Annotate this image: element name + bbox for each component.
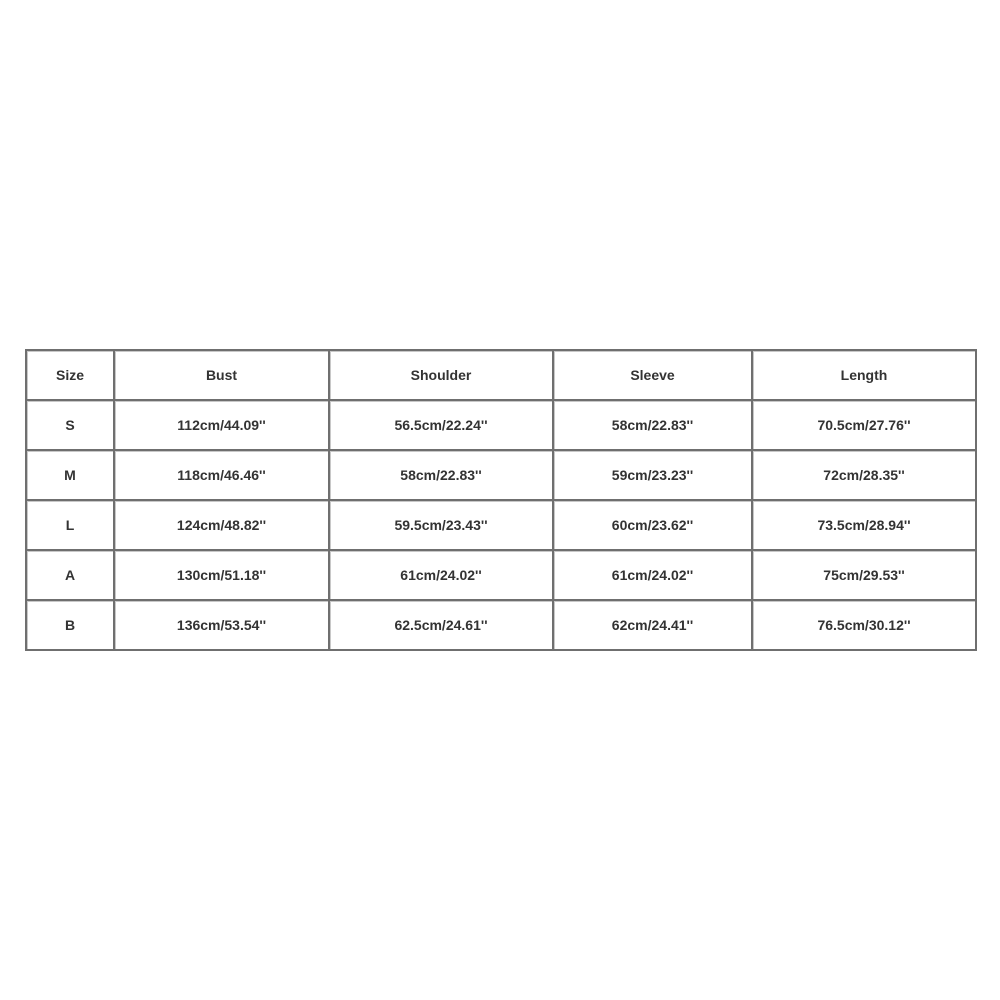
cell-length: 76.5cm/30.12'' — [752, 600, 976, 650]
cell-sleeve: 60cm/23.62'' — [553, 500, 752, 550]
table-row — [26, 550, 976, 600]
table-header-row — [26, 350, 976, 400]
table-row — [26, 450, 976, 500]
cell-sleeve: 61cm/24.02'' — [553, 550, 752, 600]
cell-shoulder: 59.5cm/23.43'' — [329, 500, 553, 550]
cell-sleeve: 59cm/23.23'' — [553, 450, 752, 500]
cell-bust: 112cm/44.09'' — [114, 400, 329, 450]
table-row — [26, 500, 976, 550]
cell-size: S — [26, 400, 114, 450]
cell-bust: 118cm/46.46'' — [114, 450, 329, 500]
cell-shoulder: 62.5cm/24.61'' — [329, 600, 553, 650]
cell-shoulder: 56.5cm/22.24'' — [329, 400, 553, 450]
cell-length: 72cm/28.35'' — [752, 450, 976, 500]
cell-shoulder: 58cm/22.83'' — [329, 450, 553, 500]
cell-bust: 130cm/51.18'' — [114, 550, 329, 600]
header-size: Size — [26, 350, 114, 400]
header-sleeve: Sleeve — [553, 350, 752, 400]
cell-shoulder: 61cm/24.02'' — [329, 550, 553, 600]
cell-length: 73.5cm/28.94'' — [752, 500, 976, 550]
cell-size: A — [26, 550, 114, 600]
cell-length: 75cm/29.53'' — [752, 550, 976, 600]
size-chart-table — [25, 349, 977, 651]
cell-size: L — [26, 500, 114, 550]
table-row — [26, 400, 976, 450]
table-row — [26, 600, 976, 650]
header-shoulder: Shoulder — [329, 350, 553, 400]
header-length: Length — [752, 350, 976, 400]
cell-sleeve: 58cm/22.83'' — [553, 400, 752, 450]
cell-size: B — [26, 600, 114, 650]
cell-length: 70.5cm/27.76'' — [752, 400, 976, 450]
cell-size: M — [26, 450, 114, 500]
cell-sleeve: 62cm/24.41'' — [553, 600, 752, 650]
cell-bust: 136cm/53.54'' — [114, 600, 329, 650]
header-bust: Bust — [114, 350, 329, 400]
cell-bust: 124cm/48.82'' — [114, 500, 329, 550]
